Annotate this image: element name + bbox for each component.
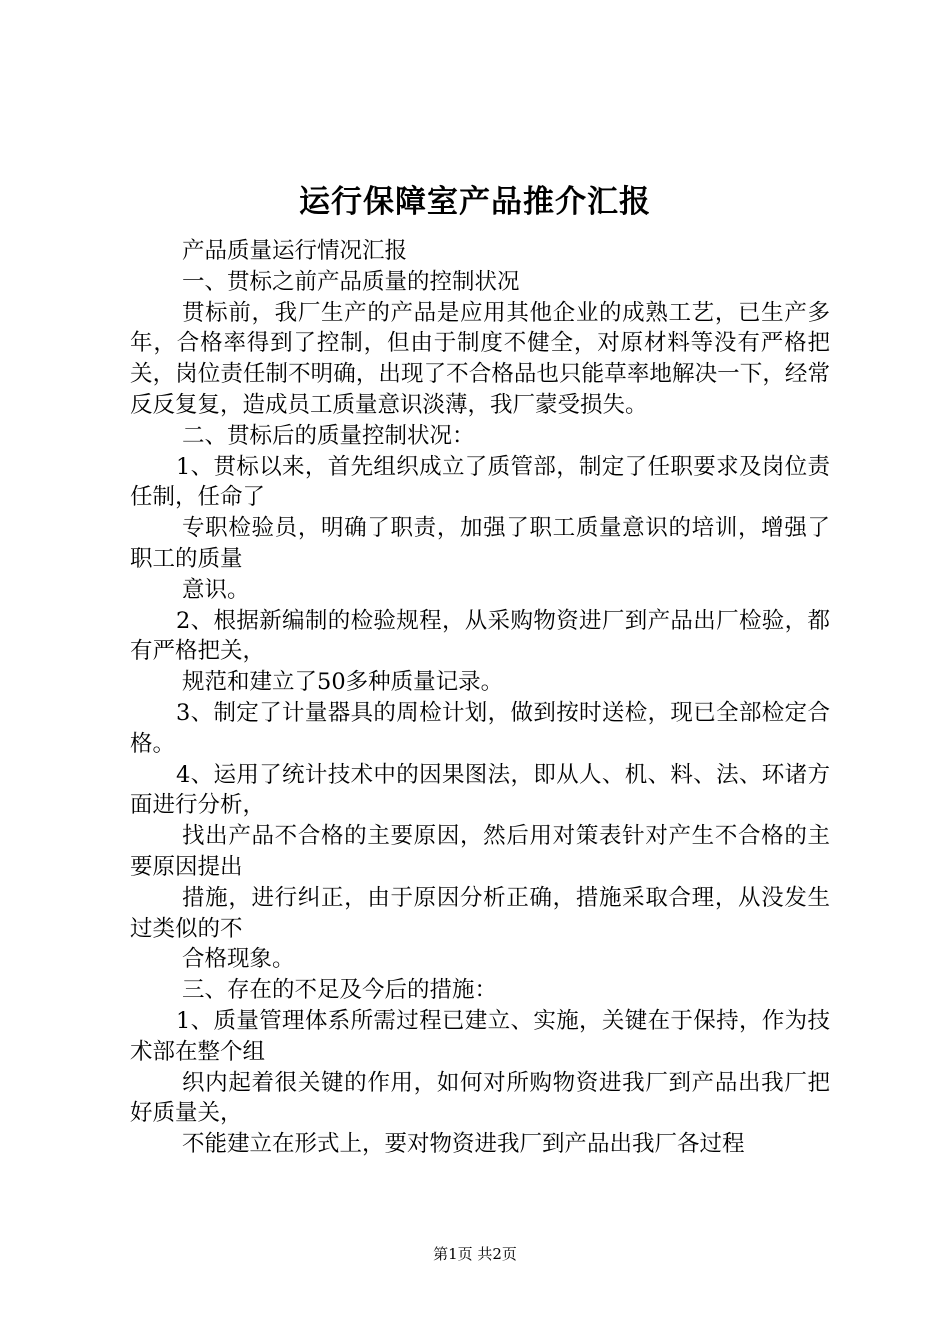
document-title: 运行保障室产品推介汇报 bbox=[299, 184, 651, 220]
document-body bbox=[130, 236, 830, 1160]
paragraph: 找出产品不合格的主要原因，然后用对策表针对产生不合格的主要原因提出 bbox=[130, 823, 830, 880]
list-item: 1、贯标以来，首先组织成立了质管部，制定了任职要求及岗位责任制，任命了 bbox=[130, 453, 830, 511]
list-item: 3、制定了计量器具的周检计划，做到按时送检，现已全部检定合格。 bbox=[130, 699, 830, 757]
paragraph: 合格现象。 bbox=[182, 946, 295, 973]
paragraph: 织内起着很关键的作用，如何对所购物资进我厂到产品出我厂把好质量关， bbox=[130, 1069, 830, 1127]
paragraph: 专职检验员，明确了职责，加强了职工质量意识的培训，增强了职工的质量 bbox=[130, 515, 830, 572]
section-heading: 一、贯标之前产品质量的控制状况 bbox=[182, 268, 520, 295]
list-item: 1、质量管理体系所需过程已建立、实施，关键在于保持，作为技术部在整个组 bbox=[130, 1007, 830, 1065]
paragraph: 措施，进行纠正，由于原因分析正确，措施采取合理，从没发生过类似的不 bbox=[130, 884, 830, 942]
paragraph: 产品质量运行情况汇报 bbox=[182, 238, 408, 264]
paragraph: 贯标前，我厂生产的产品是应用其他企业的成熟工艺，已生产多年，合格率得到了控制，但由于制度不健全，对原材料等没有严格把关，岗位责任制不明确，出现了不合格品也只能草率地解决一下，经常反反复复，造成员工质量意识淡薄，我厂蒙受损失。 bbox=[130, 299, 830, 418]
page-footer: 第1页 共2页 bbox=[433, 1245, 517, 1263]
list-item: 4、运用了统计技术中的因果图法，即从人、机、料、法、环诸方面进行分析， bbox=[130, 761, 830, 819]
paragraph: 意识。 bbox=[182, 576, 250, 603]
list-item: 2、根据新编制的检验规程，从采购物资进厂到产品出厂检验，都有严格把关， bbox=[130, 607, 830, 665]
paragraph: 规范和建立了50多种质量记录。 bbox=[182, 669, 504, 696]
section-heading: 二、贯标后的质量控制状况： bbox=[182, 422, 475, 449]
section-heading: 三、存在的不足及今后的措施： bbox=[182, 977, 498, 1004]
paragraph: 不能建立在形式上，要对物资进我厂到产品出我厂各过程 bbox=[182, 1131, 745, 1158]
